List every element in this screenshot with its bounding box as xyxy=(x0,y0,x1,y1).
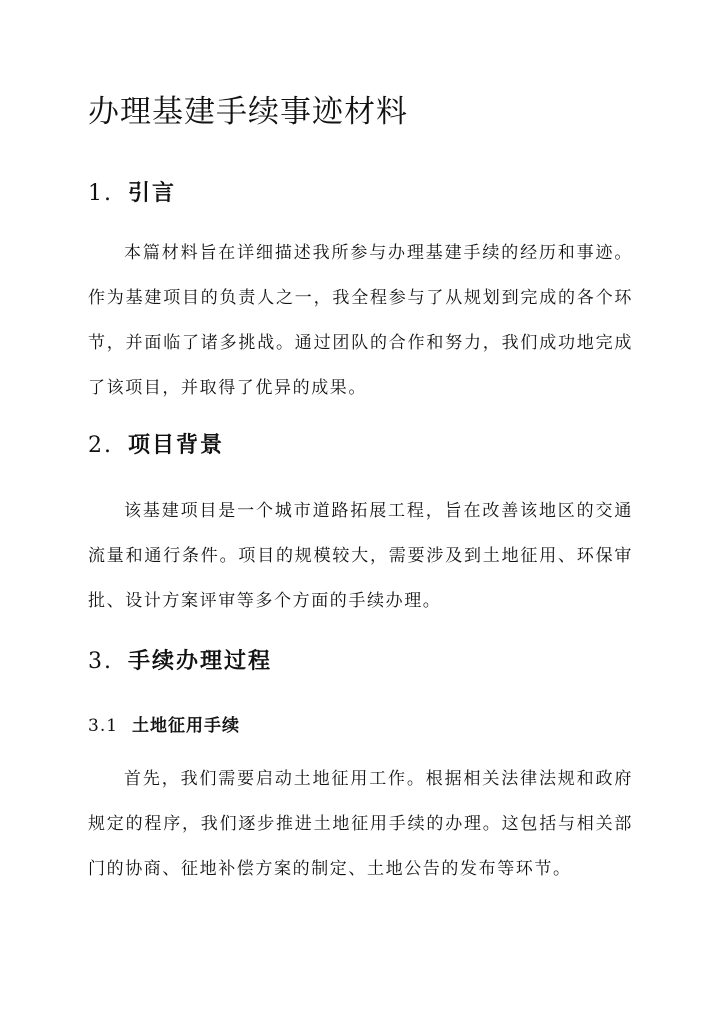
section-title: 手续办理过程 xyxy=(128,648,273,674)
section-title: 项目背景 xyxy=(128,432,225,458)
section-number: 3. xyxy=(88,649,113,674)
subsection-heading-land-acquisition xyxy=(88,711,240,736)
section-title: 引言 xyxy=(128,180,177,206)
section-paragraph-project-background: 该基建项目是一个城市道路拓展工程，旨在改善该地区的交通流量和通行条件。项目的规模较大，需要涉及到土地征用、环保审批、设计方案评审等多个方面的手续办理。 xyxy=(88,501,633,611)
subsection-paragraph-land-acquisition: 首先，我们需要启动土地征用工作。根据相关法律法规和政府规定的程序，我们逐步推进土地征用手续的办理。这包括与相关部门的协商、征地补偿方案的制定、土地公告的发布等环节。 xyxy=(88,769,633,879)
section-number: 2. xyxy=(88,433,113,458)
section-number: 1. xyxy=(88,181,113,206)
section-heading-introduction xyxy=(88,176,176,207)
subsection-number: 3.1 xyxy=(88,716,119,736)
document-title: 办理基建手续事迹材料 xyxy=(88,94,408,130)
subsection-title: 土地征用手续 xyxy=(132,716,240,736)
section-heading-project-background xyxy=(88,428,224,459)
section-paragraph-introduction: 本篇材料旨在详细描述我所参与办理基建手续的经历和事迹。作为基建项目的负责人之一，我全程参与了从规划到完成的各个环节，并面临了诸多挑战。通过团队的合作和努力，我们成功地完成了该项目，并取得了优异的成果。 xyxy=(88,243,633,398)
section-heading-procedure-process xyxy=(88,644,272,675)
